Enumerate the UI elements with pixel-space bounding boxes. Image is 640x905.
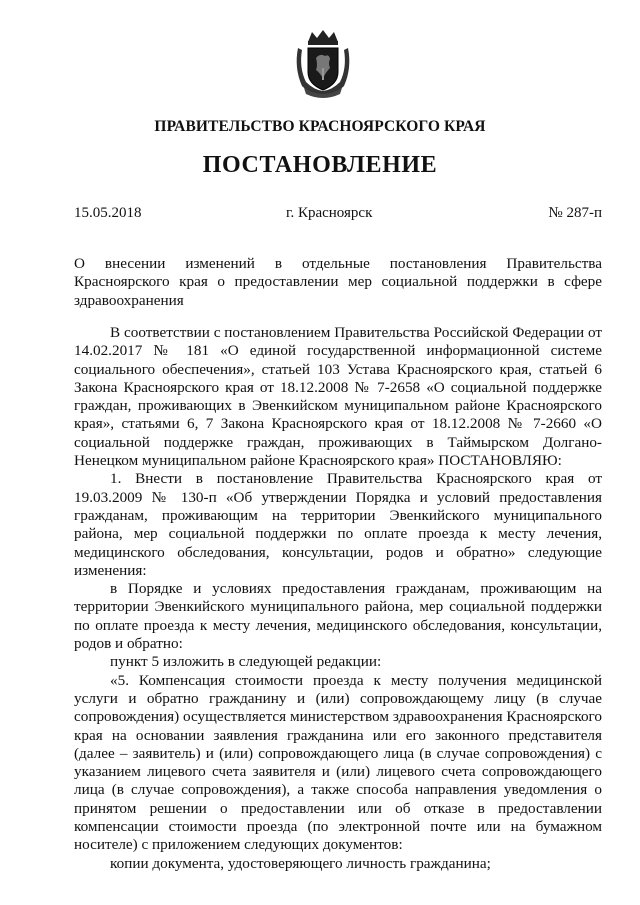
body-paragraph: в Порядке и условиях предоставления гражданам, проживающим на территории Эвенкийского муниципального района, мер социальной поддержки по оплате проезда к месту лечения, медицинского обследования, консультации, родов и обратно:: [74, 580, 602, 653]
document-body: [74, 324, 602, 873]
document-type-title: ПОСТАНОВЛЕНИЕ: [202, 152, 438, 178]
body-paragraph: пункт 5 изложить в следующей редакции:: [110, 653, 382, 671]
body-paragraph: 1. Внести в постановление Правительства Красноярского края от 19.03.2009 № 130-п «Об утверждении Порядка и условий предоставления гражданам, проживающим на территории Эвенкийского муниципального района, мер социальной поддержки по оплате проезда к месту лечения, медицинского обследования, консультации, родов и обратно» следующие изменения:: [74, 470, 602, 579]
document-city: г. Красноярск: [286, 205, 373, 221]
document-meta-row: [74, 205, 602, 225]
document-number: № 287-п: [548, 205, 602, 221]
krasnoyarsk-coat-of-arms-icon: [292, 28, 354, 98]
government-title: ПРАВИТЕЛЬСТВО КРАСНОЯРСКОГО КРАЯ: [154, 118, 486, 135]
body-paragraph: копии документа, удостоверяющего личность гражданина;: [110, 854, 491, 872]
body-paragraph: «5. Компенсация стоимости проезда к месту получения медицинской услуги и обратно гражданину и (или) сопровождающему лицу (в случае сопровождения) осуществляется министерством здравоохранения Красноярского края на основании заявления гражданина или его законного представителя (далее – заявитель) и (или) сопровождающего лица (в случае сопровождения) с указанием лицевого счета заявителя и (или) лицевого счета сопровождающего лица (в случае сопровождения), а также способа направления уведомления о принятом решении о предоставлении или об отказе в предоставлении компенсации стоимости проезда (по электронной почте или на бумажном носителе) с приложением следующих документов:: [74, 671, 602, 854]
body-paragraph: В соответствии с постановлением Правительства Российской Федерации от 14.02.2017 № 181 «О единой государственной информационной системе социального обеспечения», статьей 103 Устава Красноярского края, статьей 6 Закона Красноярского края от 18.12.2008 № 7-2658 «О социальной поддержке граждан, проживающих в Эвенкийском муниципальном районе Красноярского края», статьями 6, 7 Закона Красноярского края от 18.12.2008 № 7-2660 «О социальной поддержке граждан, проживающих в Таймырском Долгано-Ненецком муниципальном районе Красноярского края» ПОСТАНОВЛЯЮ:: [74, 324, 602, 470]
document-subject: О внесении изменений в отдельные постановления Правительства Красноярского края о предоставлении мер социальной поддержки в сфере здравоохранения: [74, 255, 602, 309]
document-date: 15.05.2018: [74, 205, 142, 221]
